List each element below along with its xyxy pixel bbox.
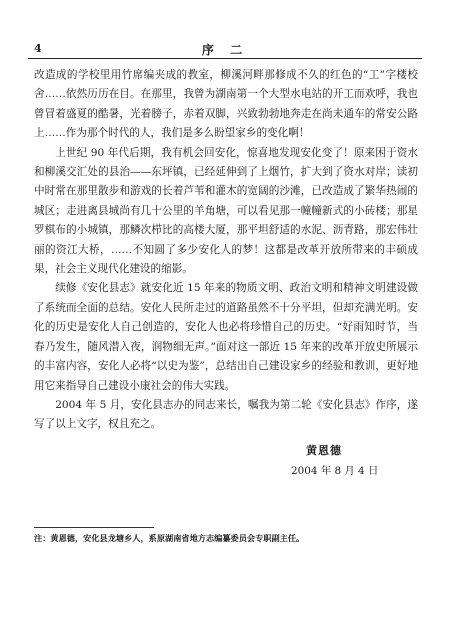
paragraph-summary: 续修《安化县志》就安化近 15 年来的物质文明、政治文明和精神文明建设做了系统而全面的总结。安化人民所走过的道路虽然不十分平坦，但却充满光明。安化的历史是安化人自己创造的，安化人也必将珍惜自己的历史。“好雨知时节，当春乃发生，随风潜入夜，润物细无声。”面对这一部近 15 年来的改革开放史所展示的丰富内容，安化人必将“以史为鉴”，总结出自己建设家乡的经验和教训，更好地用它来指导自己建设小康社会的伟大实践。 bbox=[34, 282, 418, 392]
page-number: 4 bbox=[34, 42, 42, 55]
running-title: 序 二 bbox=[201, 43, 249, 57]
preface-body bbox=[34, 66, 418, 435]
author-signature: 黄恩德 bbox=[306, 444, 342, 457]
signature-date: 2004 年 8 月 4 日 bbox=[291, 465, 379, 477]
paragraph-closing: 2004 年 5 月，安化县志办的同志来长，嘱我为第二轮《安化县志》作序，遂写了以上文字，权且充之。 bbox=[34, 398, 418, 431]
paragraph-visit: 上世纪 90 年代后期，我有机会回安化，惊喜地发现安化变了！原来困于资水和柳溪交汇处的县治——东坪镇，已经延伸到了上烟竹，扩大到了资水对岸；读初中时常在那里散步和游戏的长着芦苇和灌木的宽阔的沙滩，已改造成了繁华热闹的城区；走进离县城尚有几十公里的羊角塘，可以看见那一幢幢新式的小砖楼；那星罗棋布的小城镇，那鳞次栉比的高楼大厦，那平坦舒适的水泥、沥青路，那宏伟壮丽的资江大桥，……不知圆了多少安化人的梦！这都是改革开放所带来的丰硕成果，社会主义现代化建设的缩影。 bbox=[34, 146, 418, 276]
page-header bbox=[28, 40, 422, 59]
footnote-divider bbox=[34, 527, 154, 528]
paragraph-continued: 改造成的学校里用竹席编夹成的教室，柳溪河畔那修成不久的红色的“工”字楼校舍……依然历历在目。在那里，我曾为湖南第一个大型水电站的开工而欢呼，我也曾冒着盛夏的酷暑，光着膀子，赤着双脚，兴致勃勃地奔走在尚未通车的常安公路上……作为那个时代的人，我们是多么盼望家乡的变化啊！ bbox=[34, 69, 418, 140]
footnote: 注：黄恩德，安化县龙塘乡人，系原湖南省地方志编纂委员会专职副主任。 bbox=[34, 533, 305, 543]
